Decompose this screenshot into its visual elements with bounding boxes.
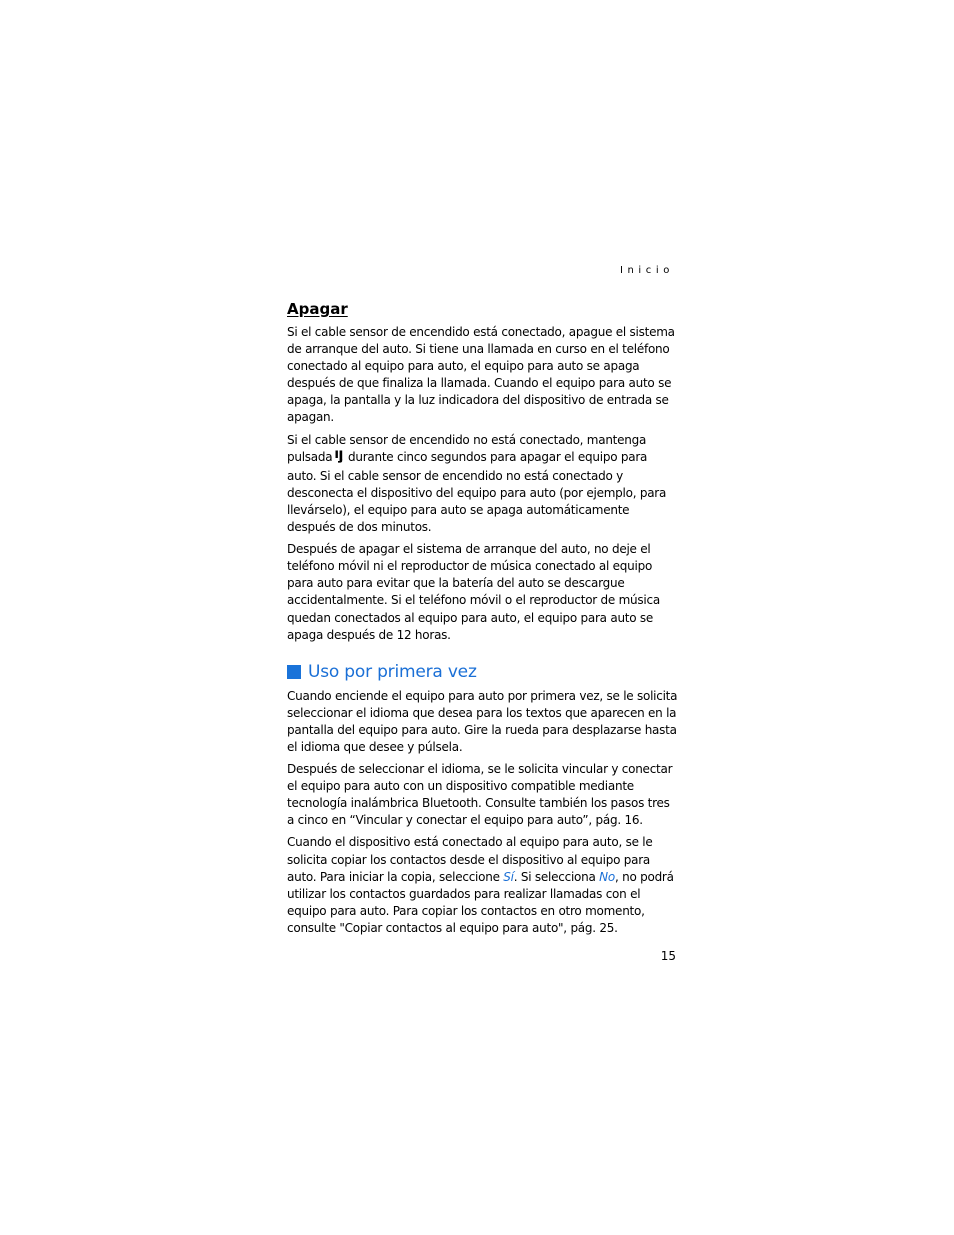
running-head: Inicio bbox=[619, 265, 674, 276]
uso-paragraph-3 bbox=[287, 834, 679, 937]
apagar-paragraph-2 bbox=[287, 432, 679, 537]
apagar-heading: Apagar bbox=[287, 300, 348, 318]
uso-paragraph-3-part-2: . Si selecciona bbox=[513, 869, 600, 884]
page-number: 15 bbox=[660, 949, 676, 963]
option-no: No bbox=[599, 869, 615, 884]
option-si: Sí bbox=[503, 869, 514, 884]
section-marker-square bbox=[287, 665, 301, 679]
uso-heading-title: Uso por primera vez bbox=[308, 661, 477, 682]
power-key-icon bbox=[335, 450, 344, 468]
uso-paragraph-3-part-3: , no podrá utilizar los contactos guardados para realizar llamadas con el equipo para auto. Para copiar los contactos en otro momento, consulte "Copiar contactos al equipo para auto", pág. 25. bbox=[287, 869, 674, 935]
apagar-paragraph-1: Si el cable sensor de encendido está conectado, apague el sistema de arranque del auto. Si tiene una llamada en curso en el teléfono conectado al equipo para auto, el equipo para auto se apaga después de que finaliza la llamada. Cuando el equipo para auto se apaga, la pantalla y la luz indicadora del dispositivo de entrada se apagan. bbox=[287, 325, 675, 425]
apagar-paragraph-2-text-b: durante cinco segundos para apagar el equipo para auto. Si el cable sensor de encendido no está conectado y desconecta el dispositivo del equipo para auto (por ejemplo, para llevárselo), el equipo para auto se apaga automáticamente después de dos minutos. bbox=[287, 449, 667, 535]
uso-paragraph-1: Cuando enciende el equipo para auto por primera vez, se le solicita seleccionar el idioma que desea para los textos que aparecen en la pantalla del equipo para auto. Gire la rueda para desplazarse hasta el idioma que desee y púlsela. bbox=[287, 688, 678, 754]
apagar-paragraph-2-text-a: Si el cable sensor de encendido no está conectado, mantenga pulsada bbox=[287, 432, 647, 464]
page-content bbox=[287, 298, 679, 942]
uso-paragraph-2: Después de seleccionar el idioma, se le solicita vincular y conectar el equipo para auto con un dispositivo compatible mediante tecnología inalámbrica Bluetooth. Consulte también los pasos tres a cinco en “Vincular y conectar el equipo para auto”, pág. 16. bbox=[287, 762, 673, 828]
uso-paragraph-3-part-1: Cuando el dispositivo está conectado al equipo para auto, se le solicita copiar los contactos desde el dispositivo al equipo para auto. Para iniciar la copia, seleccione bbox=[287, 835, 653, 884]
uso-section-heading bbox=[287, 660, 679, 684]
apagar-paragraph-3: Después de apagar el sistema de arranque del auto, no deje el teléfono móvil ni el reproductor de música conectado al equipo para auto para evitar que la batería del auto se descargue accidentalmente. Si el teléfono móvil o el reproductor de música quedan conectados al equipo para auto, el equipo para auto se apaga después de 12 horas. bbox=[287, 542, 660, 642]
